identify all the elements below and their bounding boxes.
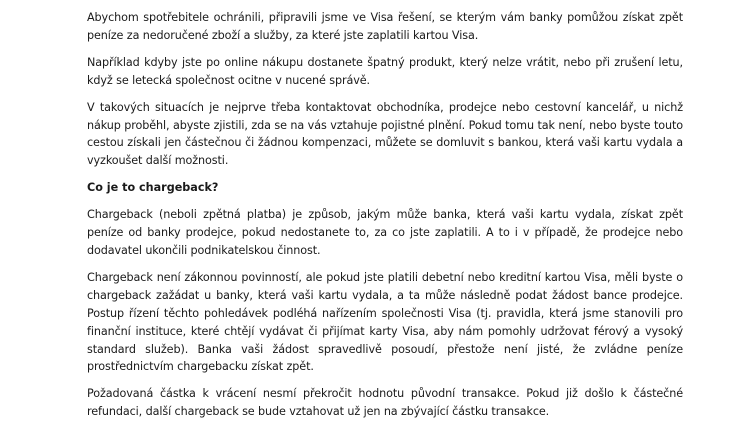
chargeback-definition-paragraph: Chargeback (neboli zpětná platba) je způsob, jakým může banka, která vaši kartu vydala, získat zpět peníze od banky prodejce, pokud nedostanete to, za co jste zaplatili. A to i v případě, že prodejce nebo dodavatel ukončili podnikatelskou činnost. bbox=[87, 208, 683, 257]
situations-paragraph: V takových situacích je nejprve třeba kontaktovat obchodníka, prodejce nebo cestovní kancelář, u nichž nákup proběhl, abyste zjistili, zda se na vás vztahuje pojistné plnění. Pokud tomu tak není, nebo byste touto cestou získali jen částečnou či žádnou kompenzaci, můžete se domluvit s bankou, která vaši kartu vydala a vyzkoušet další možnosti. bbox=[87, 100, 683, 168]
example-paragraph: Například kdyby jste po online nákupu dostanete špatný produkt, který nelze vrátit, nebo při zrušení letu, když se letecká společnost ocitne v nucené správě. bbox=[87, 55, 683, 87]
refund-amount-paragraph: Požadovaná částka k vrácení nesmí překročit hodnotu původní transakce. Pokud již došlo k částečné refundaci, další chargeback se bude vztahovat už jen na zbývající částku transakce. bbox=[87, 387, 683, 419]
section-heading: Co je to chargeback? bbox=[87, 181, 219, 195]
intro-paragraph: Abychom spotřebitele ochránili, připravili jsme ve Visa řešení, se kterým vám banky pomůžou získat zpět peníze za nedoručené zboží a služby, za které jste zaplatili kartou Visa. bbox=[87, 11, 683, 42]
document-page bbox=[87, 9, 683, 430]
chargeback-process-paragraph: Chargeback není zákonnou povinností, ale pokud jste platili debetní nebo kreditní kartou Visa, měli byste o chargeback zažádat u banky, která vaši kartu vydala, a ta může následně podat žádost bance prodejce. Postup řízení těchto pohledávek podléhá nařízením společnosti Visa (tj. pravidla, která jsme stanovili pro finanční instituce, které chtějí vydávat či přijímat karty Visa, aby nám pomohly udržovat férový a vysoký standard služeb). Banka vaši žádost spravedlivě posoudí, přestože není jisté, že zvládne peníze prostřednictvím chargebacku získat zpět. bbox=[87, 270, 683, 374]
